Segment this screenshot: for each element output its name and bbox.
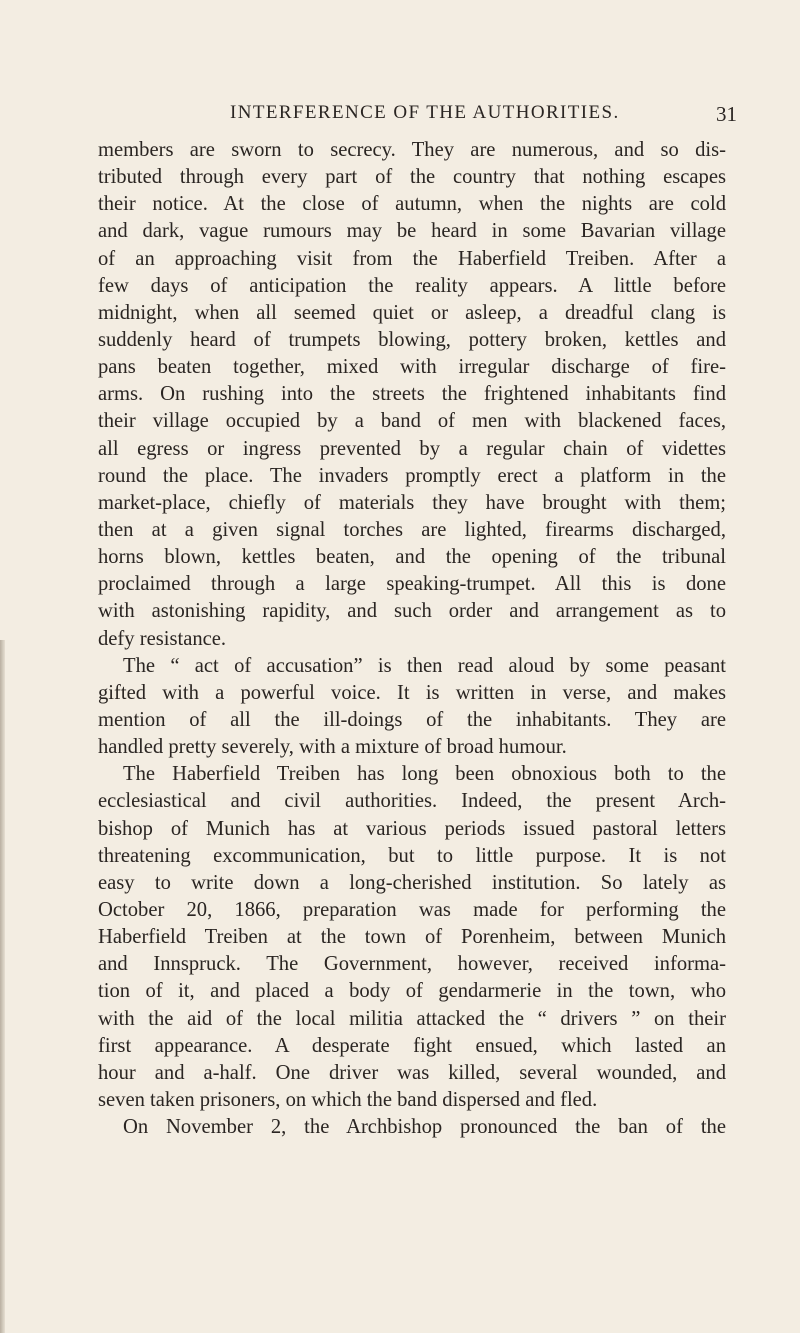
text-line: seven taken prisoners, on which the band dispersed and fled. (98, 1088, 598, 1111)
text-line: hour and a-half. One driver was killed, several wounded, and (98, 1061, 726, 1084)
text-line: suddenly heard of trumpets blowing, pottery broken, kettles and (98, 328, 726, 351)
text-line: easy to write down a long-cherished institution. So lately as (98, 871, 726, 894)
text-line: The “ act of accusation” is then read aloud by some peasant (123, 654, 726, 677)
text-line: their village occupied by a band of men with blackened faces, (98, 410, 726, 433)
text-line: few days of anticipation the reality appears. A little before (98, 274, 726, 297)
text-line: On November 2, the Archbishop pronounced the ban of the (123, 1116, 726, 1139)
text-line: Haberfield Treiben at the town of Porenheim, between Munich (98, 926, 726, 949)
text-line: tion of it, and placed a body of gendarmerie in the town, who (98, 980, 726, 1003)
text-line: of an approaching visit from the Haberfield Treiben. After a (98, 247, 726, 270)
text-line: tributed through every part of the country that nothing escapes (98, 166, 726, 189)
text-line: then at a given signal torches are lighted, firearms discharged, (98, 518, 726, 541)
running-head-title: INTERFERENCE OF THE AUTHORITIES. (230, 102, 620, 123)
body-text (98, 137, 726, 1141)
text-line: bishop of Munich has at various periods issued pastoral letters (98, 817, 726, 840)
text-line: The Haberfield Treiben has long been obnoxious both to the (123, 763, 726, 786)
text-line: their notice. At the close of autumn, when the nights are cold (98, 193, 726, 216)
text-line: arms. On rushing into the streets the frightened inhabitants find (98, 383, 726, 406)
text-line: with the aid of the local militia attacked the “ drivers ” on their (98, 1007, 726, 1030)
text-line: October 20, 1866, preparation was made for performing the (98, 898, 726, 921)
text-line: horns blown, kettles beaten, and the opening of the tribunal (98, 546, 726, 569)
text-line: handled pretty severely, with a mixture of broad humour. (98, 736, 567, 759)
text-line: with astonishing rapidity, and such order and arrangement as to (98, 600, 726, 623)
text-line: and dark, vague rumours may be heard in some Bavarian village (98, 220, 726, 243)
text-line: all egress or ingress prevented by a regular chain of videttes (98, 437, 726, 460)
page-edge-shadow (0, 640, 5, 1333)
text-line: gifted with a powerful voice. It is written in verse, and makes (98, 681, 726, 704)
text-line: proclaimed through a large speaking-trumpet. All this is done (98, 573, 726, 596)
text-line: first appearance. A desperate fight ensued, which lasted an (98, 1034, 726, 1057)
text-line: midnight, when all seemed quiet or asleep, a dreadful clang is (98, 301, 726, 324)
text-line: defy resistance. (98, 627, 227, 650)
text-line: mention of all the ill-doings of the inhabitants. They are (98, 708, 726, 731)
text-line: pans beaten together, mixed with irregular discharge of fire- (98, 356, 726, 379)
text-line: and Innspruck. The Government, however, received informa- (98, 953, 726, 976)
text-line: threatening excommunication, but to little purpose. It is not (98, 844, 726, 867)
page-number: 31 (716, 102, 737, 126)
text-line: market-place, chiefly of materials they have brought with them; (98, 491, 726, 514)
text-line: ecclesiastical and civil authorities. Indeed, the present Arch- (98, 790, 726, 813)
running-head (0, 102, 800, 132)
text-line: round the place. The invaders promptly erect a platform in the (98, 464, 726, 487)
text-line: members are sworn to secrecy. They are numerous, and so dis- (98, 139, 726, 161)
